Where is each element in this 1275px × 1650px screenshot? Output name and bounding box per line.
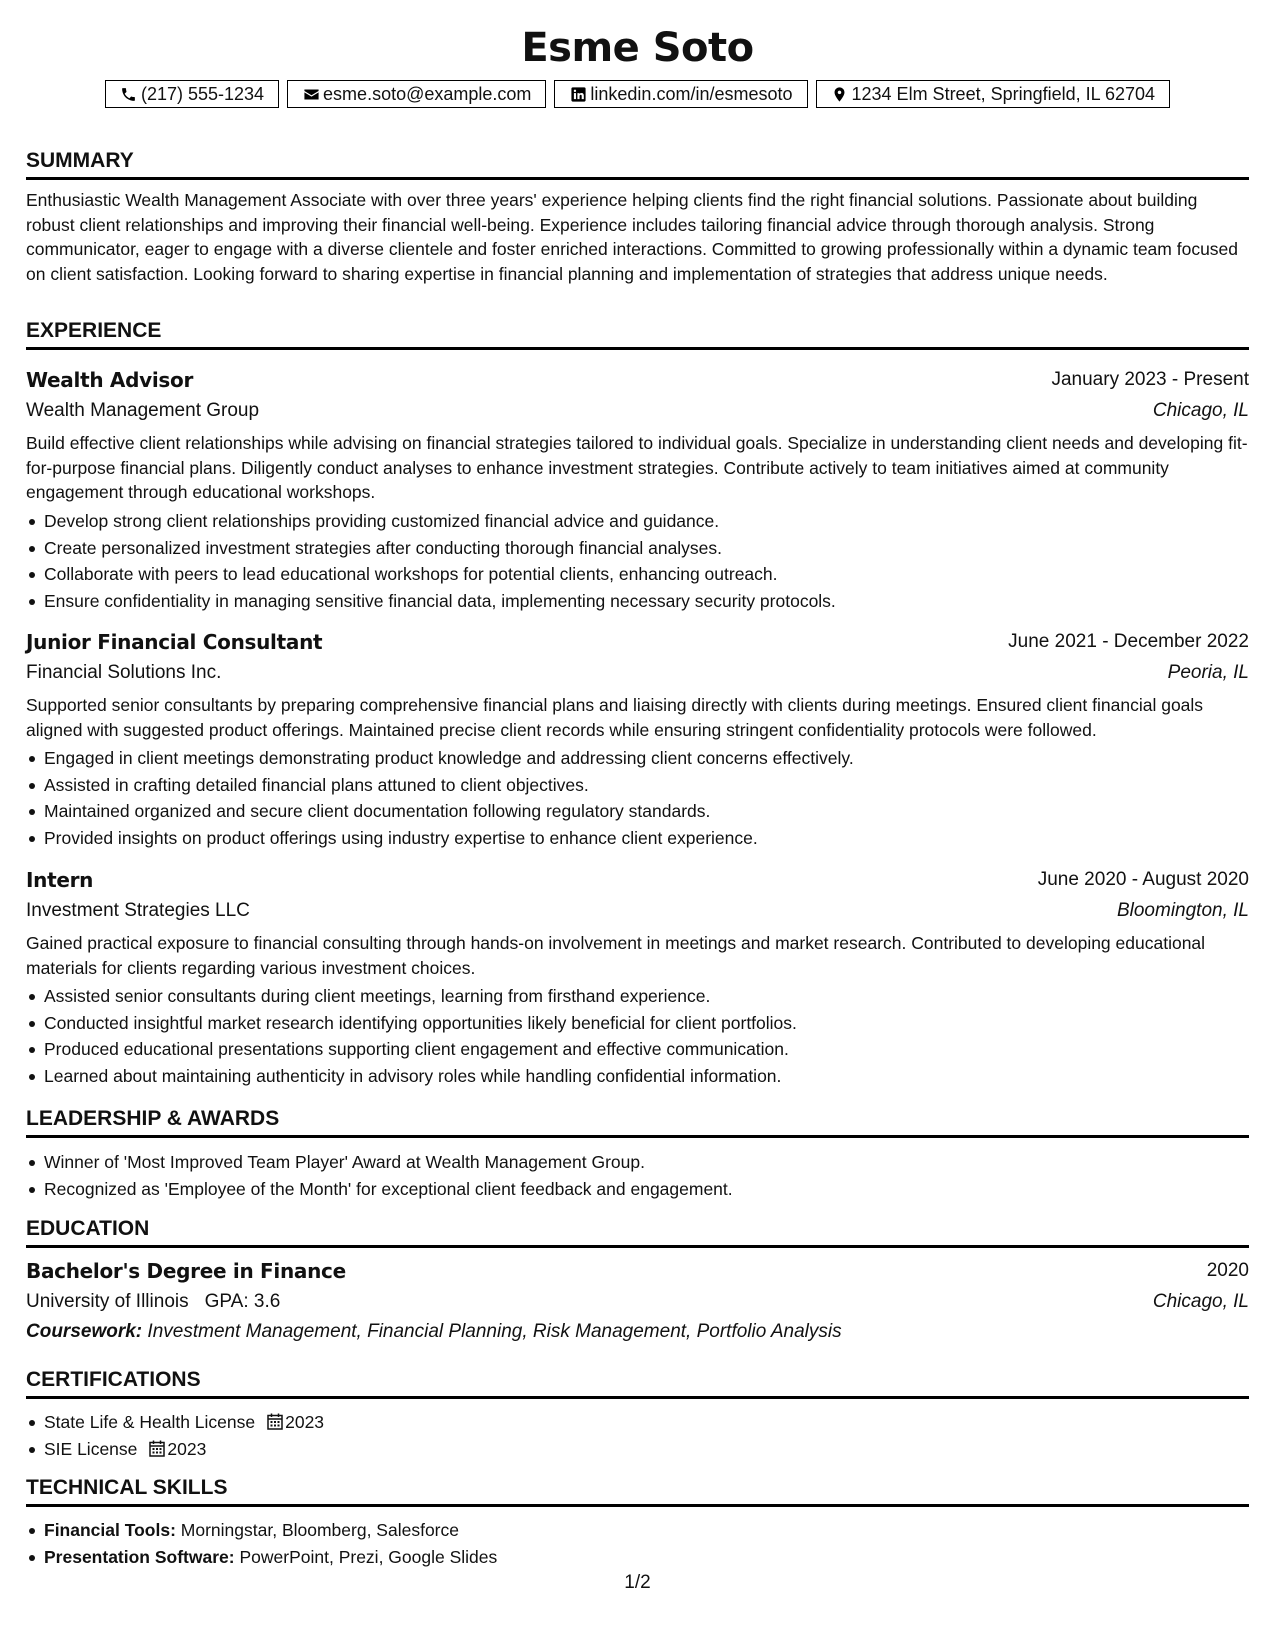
job-bullet: Engaged in client meetings demonstrating product knowledge and addressing client concerns effectively. — [26, 745, 1249, 772]
award-item: Winner of 'Most Improved Team Player' Award at Wealth Management Group. — [26, 1149, 1249, 1176]
linkedin-icon — [569, 85, 587, 103]
certification-name: State Life & Health License — [44, 1412, 256, 1432]
job-bullets — [26, 508, 1249, 614]
contact-phone-text: (217) 555-1234 — [140, 83, 265, 104]
certification-name: SIE License — [44, 1438, 138, 1459]
job-bullet: Assisted in crafting detailed financial plans attuned to client objectives. — [26, 772, 1249, 799]
summary-text: Enthusiastic Wealth Management Associate with over three years' experience helping clients find the right financial solutions. Passionate about building robust client relationships and improving their financial well-being. Experience includes tailoring financial advice through thorough analysis. Strong communicator, eager to engage with a diverse clientele and foster enriched interactions. Committed to growing professionally within a dynamic team focused on client satisfaction. Looking forward to sharing expertise in financial planning and implementation of strategies that address unique needs. — [26, 190, 1239, 284]
job-company: Investment Strategies LLC — [26, 900, 250, 921]
skill-label: Financial Tools: — [44, 1520, 176, 1540]
job-bullet: Maintained organized and secure client documentation following regulatory standards. — [26, 798, 1249, 825]
skills-list — [26, 1517, 1249, 1570]
education-heading: EDUCATION — [26, 1216, 1249, 1248]
job-title: Junior Financial Consultant — [26, 630, 323, 654]
leadership-list — [26, 1149, 1249, 1202]
contact-bar — [26, 80, 1249, 108]
job-bullets — [26, 745, 1249, 851]
school-location: Chicago, IL — [1152, 1291, 1249, 1312]
page-number: 1/2 — [624, 1572, 651, 1593]
map-pin-icon — [831, 85, 849, 103]
skill-value: PowerPoint, Prezi, Google Slides — [239, 1546, 498, 1567]
coursework-label: Coursework: — [26, 1321, 143, 1342]
skill-item — [26, 1544, 1249, 1571]
job-bullet: Learned about maintaining authenticity in advisory roles while handling confidential information. — [26, 1063, 1249, 1090]
experience-heading: EXPERIENCE — [26, 318, 1249, 350]
contact-linkedin-text: linkedin.com/in/esmesoto — [590, 83, 793, 104]
award-item: Recognized as 'Employee of the Month' for exceptional client feedback and engagement. — [26, 1176, 1249, 1203]
job-bullet: Assisted senior consultants during client meetings, learning from firsthand experience. — [26, 983, 1249, 1010]
contact-email-text: esme.soto@example.com — [323, 83, 532, 104]
job-bullet: Conducted insightful market research identifying opportunities likely beneficial for client portfolios. — [26, 1010, 1249, 1037]
job-location: Peoria, IL — [1167, 662, 1249, 683]
coursework-list: Investment Management, Financial Planning, Risk Management, Portfolio Analysis — [147, 1321, 842, 1342]
graduation-year: 2020 — [1206, 1260, 1249, 1281]
certification-year: 2023 — [285, 1412, 325, 1432]
school-name: University of Illinois — [26, 1291, 189, 1312]
skill-label: Presentation Software: — [44, 1546, 235, 1567]
contact-address-text: 1234 Elm Street, Springfield, IL 62704 — [851, 83, 1156, 104]
job-bullet: Create personalized investment strategies after conducting thorough financial analyses. — [26, 535, 1249, 562]
job-dates: June 2021 - December 2022 — [1008, 631, 1249, 652]
certifications-heading: CERTIFICATIONS — [26, 1367, 1249, 1399]
certification-year: 2023 — [167, 1438, 207, 1459]
job-bullets — [26, 983, 1249, 1089]
job-title: Wealth Advisor — [26, 368, 194, 392]
job-bullet: Collaborate with peers to lead educational workshops for potential clients, enhancing outreach. — [26, 561, 1249, 588]
envelope-icon — [302, 85, 320, 103]
leadership-heading: LEADERSHIP & AWARDS — [26, 1106, 1249, 1138]
skill-value: Morningstar, Bloomberg, Salesforce — [180, 1520, 459, 1540]
job-title: Intern — [26, 868, 94, 892]
skills-heading: TECHNICAL SKILLS — [26, 1475, 1249, 1507]
job-bullet: Provided insights on product offerings using industry expertise to enhance client experience. — [26, 825, 1249, 852]
job-company: Wealth Management Group — [26, 400, 260, 421]
job-bullet: Produced educational presentations supporting client engagement and effective communication. — [26, 1036, 1249, 1063]
job-dates: January 2023 - Present — [1051, 369, 1249, 390]
skill-item — [26, 1517, 1249, 1544]
job-description: Supported senior consultants by preparing comprehensive financial plans and liaising directly with clients during meetings. Ensured client financial goals aligned with suggested product offerings. Maintained precise client records while ensuring stringent confidentiality protocols were followed. — [26, 695, 1204, 740]
job-description: Build effective client relationships while advising on financial strategies tailored to individual goals. Specialize in understanding client needs and developing fit-for-purpose financial plans. Diligently conduct analyses to enhance investment strategies. Contribute actively to team initiatives aimed at community engagement through educational workshops. — [26, 433, 1248, 503]
job-bullet: Ensure confidentiality in managing sensitive financial data, implementing necessary security protocols. — [26, 588, 1249, 615]
job-location: Chicago, IL — [1152, 400, 1249, 421]
job-bullet: Develop strong client relationships providing customized financial advice and guidance. — [26, 508, 1249, 535]
candidate-name: Esme Soto — [521, 25, 754, 71]
contact-linkedin[interactable] — [554, 80, 807, 108]
job-dates: June 2020 - August 2020 — [1037, 869, 1249, 890]
phone-icon — [120, 85, 138, 103]
gpa: GPA: 3.6 — [204, 1291, 281, 1312]
coursework — [26, 1319, 842, 1345]
certification-item — [26, 1409, 1249, 1436]
job-location: Bloomington, IL — [1116, 900, 1249, 921]
school-line — [26, 1289, 280, 1315]
calendar-icon — [267, 1413, 283, 1430]
certification-item — [26, 1436, 1249, 1463]
summary-heading: SUMMARY — [26, 148, 1249, 180]
job-company: Financial Solutions Inc. — [26, 662, 222, 683]
certifications-list — [26, 1409, 1249, 1462]
degree-title: Bachelor's Degree in Finance — [26, 1259, 346, 1283]
calendar-icon — [149, 1440, 165, 1457]
job-description: Gained practical exposure to financial consulting through hands-on involvement in meetings and market research. Contributed to developing educational materials for clients regarding various investment choices. — [26, 933, 1206, 978]
contact-address[interactable] — [816, 80, 1171, 108]
contact-phone[interactable] — [105, 80, 279, 108]
contact-email[interactable] — [287, 80, 546, 108]
